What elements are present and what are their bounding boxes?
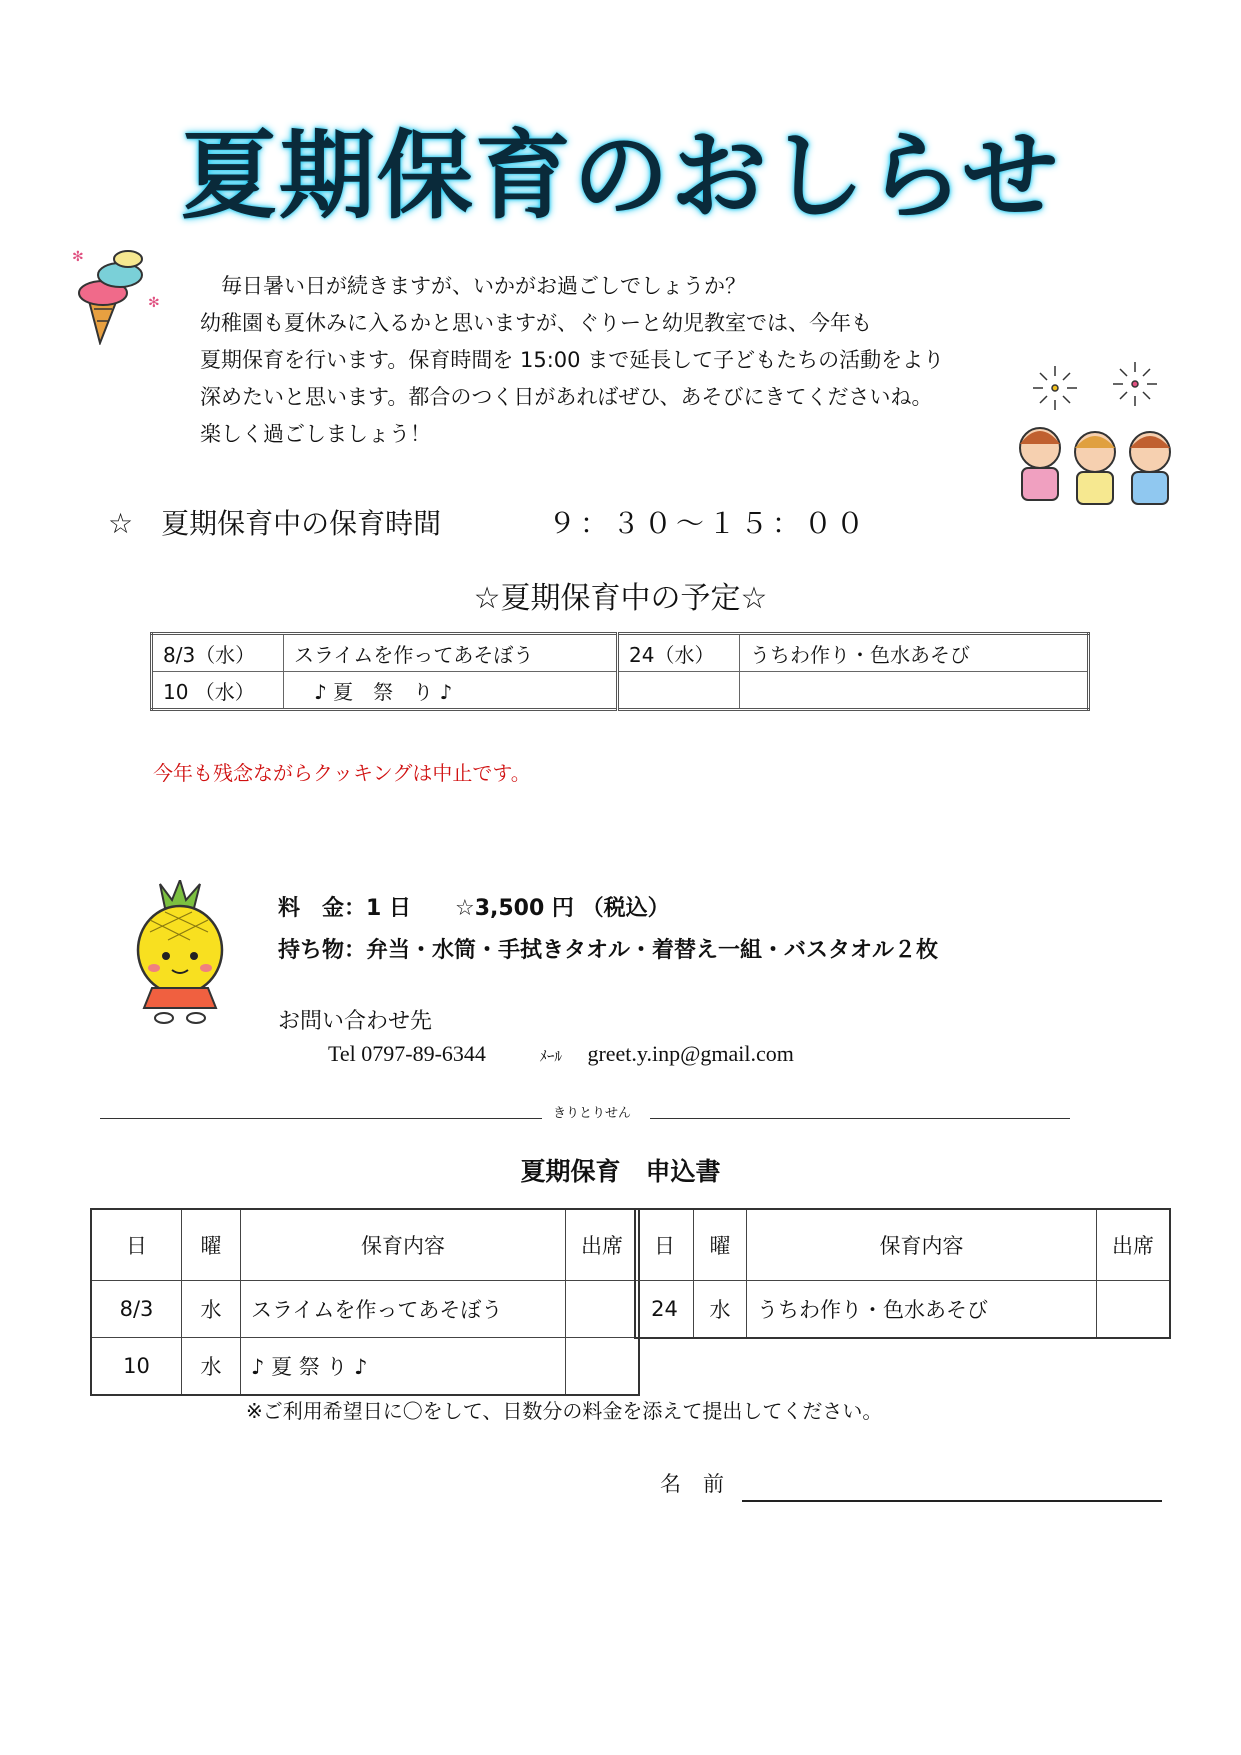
schedule-title: ☆夏期保育中の予定☆ <box>473 581 768 616</box>
form-cell-weekday: 水 <box>182 1281 241 1338</box>
form-title: 夏期保育 申込書 <box>520 1157 721 1186</box>
intro-line: 楽しく過ごしましょう！ <box>200 422 431 446</box>
header-weekday: 曜 <box>694 1209 747 1281</box>
header-content: 保育内容 <box>747 1209 1097 1281</box>
name-input-line[interactable] <box>742 1500 1162 1502</box>
application-table-right <box>634 1208 1171 1339</box>
header-content: 保育内容 <box>241 1209 566 1281</box>
form-cell-attendance[interactable] <box>1097 1281 1171 1339</box>
cut-line-left <box>100 1118 542 1119</box>
fee-line: 料 金：1 日 ☆3,500 円 （税込） <box>278 896 670 921</box>
schedule-cell <box>618 672 740 710</box>
header-weekday: 曜 <box>182 1209 241 1281</box>
schedule-cell: ♪ 夏 祭 り ♪ <box>284 672 618 710</box>
form-cell-day: 10 <box>91 1338 182 1396</box>
mail-label: ﾒｰﾙ <box>539 1049 562 1065</box>
form-cell-content: うちわ作り・色水あそび <box>747 1281 1097 1339</box>
name-label: 名前 <box>660 1472 746 1496</box>
contact-tel: Tel 0797-89-6344 <box>328 1041 486 1066</box>
page-title: 夏期保育のおしらせ <box>180 120 1061 232</box>
form-cell-weekday: 水 <box>182 1338 241 1396</box>
cooking-notice: 今年も残念ながらクッキングは中止です。 <box>153 761 531 785</box>
schedule-table <box>150 632 1090 711</box>
header-day: 日 <box>91 1209 182 1281</box>
schedule-cell: 24（水） <box>618 634 740 672</box>
table-row <box>152 634 1089 672</box>
cut-line-label: きりとりせん <box>553 1106 632 1121</box>
ice-cream-illustration <box>70 245 170 345</box>
form-cell-attendance[interactable] <box>566 1281 640 1338</box>
kids-fireworks-illustration <box>1000 360 1190 520</box>
cut-line-right <box>650 1118 1070 1119</box>
form-cell-weekday: 水 <box>694 1281 747 1339</box>
application-table-left <box>90 1208 640 1396</box>
submission-note: ※ご利用希望日に〇をして、日数分の料金を添えて提出してください。 <box>246 1399 883 1423</box>
svg-text:✻: ✻ <box>148 295 160 311</box>
table-row <box>91 1281 639 1338</box>
intro-paragraph <box>200 268 944 453</box>
fee-section <box>278 888 938 972</box>
intro-line: 毎日暑い日が続きますが、いかがお過ごしでしょうか？ <box>200 274 746 298</box>
table-header-row <box>91 1209 639 1281</box>
table-row <box>91 1338 639 1396</box>
table-row <box>152 672 1089 710</box>
contact-email[interactable]: greet.y.inp@gmail.com <box>587 1041 794 1066</box>
schedule-cell: 8/3（水） <box>152 634 284 672</box>
form-cell-attendance[interactable] <box>566 1338 640 1396</box>
schedule-cell <box>740 672 1089 710</box>
schedule-cell: うちわ作り・色水あそび <box>740 634 1089 672</box>
pineapple-mascot-illustration <box>120 880 240 1025</box>
header-attendance: 出席 <box>1097 1209 1171 1281</box>
intro-line: 夏期保育を行います。保育時間を 15:00 まで延長して子どもたちの活動をより <box>200 348 945 372</box>
contact-line <box>328 1041 794 1067</box>
contact-label: お問い合わせ先 <box>278 1009 433 1034</box>
table-row <box>635 1281 1170 1339</box>
form-cell-content: スライムを作ってあそぼう <box>241 1281 566 1338</box>
belongings-line: 持ち物：弁当・水筒・手拭きタオル・着替え一組・バスタオル２枚 <box>278 938 939 963</box>
hours-label: ☆ 夏期保育中の保育時間 <box>108 507 442 540</box>
schedule-cell: 10 （水） <box>152 672 284 710</box>
header-attendance: 出席 <box>566 1209 640 1281</box>
svg-text:✻: ✻ <box>72 249 84 265</box>
intro-line: 深めたいと思います。都合のつく日があればぜひ、あそびにきてくださいね。 <box>200 385 933 409</box>
table-header-row <box>635 1209 1170 1281</box>
header-day: 日 <box>635 1209 694 1281</box>
form-cell-day: 24 <box>635 1281 694 1339</box>
schedule-cell: スライムを作ってあそぼう <box>284 634 618 672</box>
form-cell-day: 8/3 <box>91 1281 182 1338</box>
form-cell-content: ♪ 夏 祭 り ♪ <box>241 1338 566 1396</box>
hours-time: ９：３０～１５：００ <box>548 507 869 540</box>
hours-line <box>108 502 869 542</box>
intro-line: 幼稚園も夏休みに入るかと思いますが、ぐりーと幼児教室では、今年も <box>200 311 872 335</box>
